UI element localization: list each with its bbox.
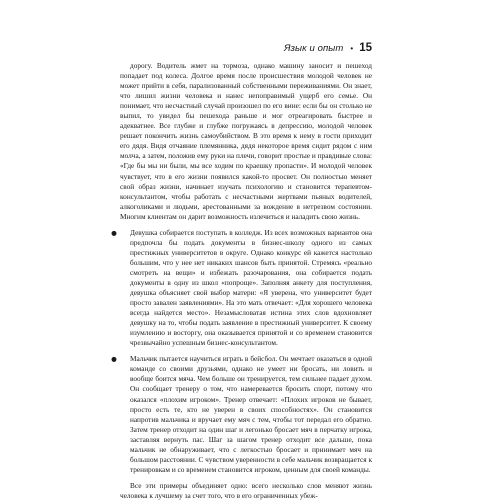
list-item-text: Мальчик пытается научиться играть в бейсбол. Он мечтает оказаться в одной команде со своими друзьями, однако не умеет ни бросать, ни ловить и вообще боится мяча. Чем больше он тренируется, тем сильнее падает духом. Он сообщает тренеру о том, что намеревается бросить спорт, потому что оказался «плохим игроком». Тренер отвечает: «Плохих игроков не бывает, просто есть те, кто не уверен в своих способностях». Он становится напротив мальчика и вручает ему мяч с тем, чтобы тот передал его обратно. Затем тренер отходит на один шаг и легонько бросает мяч в перчатку игрока, заставляя вернуть пас. Шаг за шагом тренер отходит все дальше, пока мальчик не обнаруживает, что с легкостью бросает и принимает мяч на большом расстоянии. С чувством уверенности в себе мальчик возвращается к тренировкам и со временем становится игроком, ценным для своей команды.: [130, 354, 372, 474]
page-number: 15: [359, 42, 372, 54]
running-title: Язык и опыт: [283, 42, 344, 54]
bullet-icon: ●: [111, 355, 117, 364]
list-item-text: Девушка собирается поступать в колледж. Из всех возможных вариантов она предпочла бы подать документы в бизнес-школу одного из самых престижных университетов в округе. Однако конкурс ей кажется настолько большим, что у нее нет никаких шансов быть принятой. Стремясь «реально смотреть на вещи» и избежать разочарования, она собирается подать документы в одну из школ «попроще». Заполняя анкету для поступления, девушка объясняет свой выбор матери: «Я уверена, что университет будет просто завален заявлениями». На это мать отвечает: «Для хорошего человека всегда найдется место». Незамысловатая истина этих слов вдохновляет девушку на то, чтобы подать заявление в престижный университет. К своему изумлению и восторгу, она оказывается принятой и со временем становится чрезвычайно успешным бизнес-консультантом.: [130, 227, 372, 348]
opening-paragraph: дорогу. Водитель жмет на тормоза, однако машину заносит и пешеход попадает под колеса. Долгое время после происшествия молодой человек не может прийти в себя, парализованный собственными переживаниями. Он знает, что лишил жизни человека и нанес непоправимый ущерб его семье. Он понимает, что несчастный случай произошел по его вине: если бы он столько не выпил, то увидел бы пешехода раньше и мог отреагировать быстрее и адекватнее. Все глубже и глубже погружаясь в депрессию, молодой человек решает покончить жизнь самоубийством. В это время к нему в гости приходит его дядя. Видя отчаяние племянника, дядя некоторое время сидит рядом с ним молча, а затем, положив ему руки на плечи, говорит простые и правдивые слова: «Где бы мы ни были, мы все ходим по краешку пропасти». И молодой человек чувствует, что в его жизни появился какой-то просвет. Он полностью меняет свой образ жизни, начинает изучать психологию и становится терапевтом-консультантом, чтобы работать с несчастными жертвами пьяных водителей, алкоголиками и людьми, арестованными за вождение в нетрезвом состоянии. Многим клиентам он дарит возможность излечиться и наладить свою жизнь.: [120, 61, 372, 221]
page-header: [120, 41, 372, 55]
closing-paragraph: Все эти примеры объединяет одно: всего несколько слов меняют жизнь человека к лучшему за счет того, что в его ограниченных убеж-: [120, 480, 372, 500]
page-body: [111, 61, 372, 501]
list-item: [111, 227, 372, 349]
list-item: [111, 354, 372, 475]
example-list: [111, 227, 372, 475]
bullet-icon: ●: [111, 228, 117, 237]
header-separator: •: [350, 43, 354, 53]
